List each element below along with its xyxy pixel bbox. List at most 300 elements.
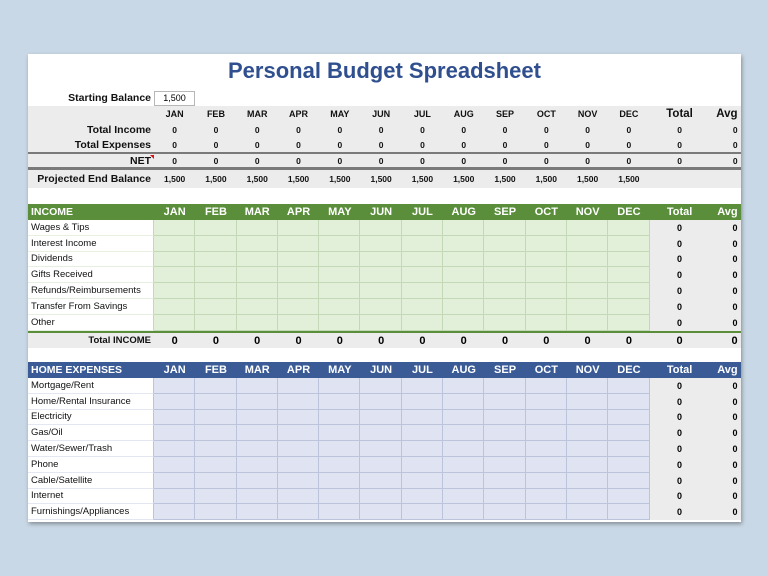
projected-value-cell: 1,500 [411,174,434,184]
income-input-cell[interactable] [195,299,236,315]
summary-total-income-row [28,122,741,138]
expense-row-label: Furnishings/Appliances [28,504,154,520]
income-input-cell[interactable] [237,267,278,283]
expense-input-cell[interactable] [319,441,360,457]
expense-input-cell[interactable] [195,394,236,410]
income-input-cell[interactable] [567,220,608,236]
expense-input-cell[interactable] [608,504,649,520]
income-input-cell[interactable] [526,252,567,268]
expense-input-cell[interactable] [278,489,319,505]
summary-month-apr: APR [289,109,309,119]
expense-input-cell[interactable] [154,504,195,520]
expense-row-label: Electricity [28,410,154,426]
expense-input-cell[interactable] [567,489,608,505]
summary-value-cell: 0 [296,155,301,166]
expense-input-cell[interactable] [402,504,443,520]
income-input-cell[interactable] [195,220,236,236]
summary-value-cell: 0 [213,155,219,166]
summary-value-cell: 0 [254,155,260,166]
income-input-cell[interactable] [319,315,360,331]
income-month-nov: NOV [575,206,600,218]
income-input-cell[interactable] [567,283,608,299]
income-row-avg: 0 [710,299,741,315]
income-row-avg: 0 [710,252,741,268]
expense-input-cell[interactable] [484,457,525,473]
summary-total-cell: 0 [677,155,682,166]
expense-input-cell[interactable] [195,441,236,457]
expense-input-cell[interactable] [195,410,236,426]
expense-input-cell[interactable] [526,441,567,457]
starting-balance-label: Starting Balance [68,92,151,104]
expense-input-cell[interactable] [319,504,360,520]
expense-row-avg: 0 [710,378,741,394]
expense-input-cell[interactable] [154,394,195,410]
income-row [28,236,741,252]
income-input-cell[interactable] [443,220,484,236]
comment-indicator-icon[interactable] [150,155,154,159]
income-input-cell[interactable] [154,267,195,283]
expense-input-cell[interactable] [154,457,195,473]
projected-value-cell: 1,500 [246,174,268,184]
income-input-cell[interactable] [443,299,484,315]
expense-input-cell[interactable] [608,441,649,457]
income-input-cell[interactable] [237,236,278,252]
expense-input-cell[interactable] [443,473,484,489]
income-input-cell[interactable] [526,220,567,236]
expense-input-cell[interactable] [484,394,525,410]
expense-input-cell[interactable] [319,378,360,394]
expense-row-avg: 0 [710,425,741,441]
expense-input-cell[interactable] [237,457,278,473]
income-input-cell[interactable] [360,220,401,236]
summary-avg-header: Avg [716,108,738,120]
expenses-month-sep: SEP [494,364,517,376]
expense-input-cell[interactable] [443,425,484,441]
income-input-cell[interactable] [484,283,525,299]
expenses-month-jul: JUL [412,364,433,376]
expense-input-cell[interactable] [402,410,443,426]
expense-input-cell[interactable] [526,394,567,410]
expense-input-cell[interactable] [360,504,401,520]
expense-input-cell[interactable] [319,410,360,426]
income-input-cell[interactable] [484,267,525,283]
income-input-cell[interactable] [278,236,319,252]
income-input-cell[interactable] [402,283,443,299]
expense-row-label: Internet [28,489,154,505]
expense-row-avg: 0 [710,441,741,457]
expense-input-cell[interactable] [526,378,567,394]
expense-input-cell[interactable] [526,410,567,426]
expense-input-cell[interactable] [443,441,484,457]
income-input-cell[interactable] [402,267,443,283]
expense-input-cell[interactable] [484,489,525,505]
income-input-cell[interactable] [319,299,360,315]
income-input-cell[interactable] [608,315,649,331]
expense-input-cell[interactable] [154,410,195,426]
summary-net-row [28,154,741,170]
income-input-cell[interactable] [237,252,278,268]
expense-input-cell[interactable] [237,473,278,489]
income-input-cell[interactable] [154,220,195,236]
projected-value-cell: 1,500 [164,174,186,184]
income-input-cell[interactable] [195,283,236,299]
expense-input-cell[interactable] [443,489,484,505]
expense-input-cell[interactable] [154,441,195,457]
expense-input-cell[interactable] [195,473,236,489]
expense-input-cell[interactable] [319,489,360,505]
income-input-cell[interactable] [526,315,567,331]
summary-value-cell: 0 [213,140,219,150]
income-row-avg: 0 [710,236,741,252]
summary-value-cell: 0 [626,155,632,166]
expense-input-cell[interactable] [278,457,319,473]
summary-value-cell: 0 [213,125,219,135]
income-input-cell[interactable] [443,236,484,252]
expense-input-cell[interactable] [567,504,608,520]
expense-row-avg: 0 [710,457,741,473]
income-input-cell[interactable] [154,236,195,252]
income-input-cell[interactable] [402,220,443,236]
income-input-cell[interactable] [154,299,195,315]
income-row [28,315,741,331]
income-input-cell[interactable] [278,283,319,299]
expense-row-label: Gas/Oil [28,425,154,441]
income-row [28,267,741,283]
expense-input-cell[interactable] [237,441,278,457]
summary-total-cell: 0 [677,140,682,150]
expenses-month-may: MAY [328,364,352,376]
expense-row-total: 0 [650,457,710,473]
income-input-cell[interactable] [526,267,567,283]
income-input-cell[interactable] [195,252,236,268]
expense-input-cell[interactable] [195,504,236,520]
income-input-cell[interactable] [526,299,567,315]
expense-input-cell[interactable] [608,378,649,394]
expense-input-cell[interactable] [319,457,360,473]
expense-input-cell[interactable] [402,489,443,505]
income-row-label: Other [28,315,154,331]
summary-total-cell: 0 [677,125,682,135]
income-row-label: Interest Income [28,236,154,252]
expense-input-cell[interactable] [195,457,236,473]
income-header-label: INCOME [31,206,73,218]
income-month-may: MAY [328,206,352,218]
expense-input-cell[interactable] [526,504,567,520]
income-input-cell[interactable] [484,299,525,315]
expense-input-cell[interactable] [484,441,525,457]
summary-value-cell: 0 [296,125,301,135]
expense-input-cell[interactable] [567,410,608,426]
summary-month-jun: JUN [372,109,391,119]
expense-row [28,473,741,489]
income-input-cell[interactable] [154,315,195,331]
starting-balance-input[interactable]: 1,500 [154,91,195,106]
expense-row [28,457,741,473]
expense-input-cell[interactable] [237,504,278,520]
income-section-header [28,204,741,220]
projected-value-cell: 1,500 [287,174,310,184]
income-input-cell[interactable] [608,299,649,315]
income-input-cell[interactable] [567,299,608,315]
income-row-total: 0 [650,315,710,331]
expense-row-avg: 0 [710,410,741,426]
income-input-cell[interactable] [360,315,401,331]
expense-input-cell[interactable] [484,425,525,441]
income-total-value: 0 [212,334,219,347]
expense-input-cell[interactable] [360,378,401,394]
expense-row-total: 0 [650,441,710,457]
income-total-value: 0 [336,334,343,347]
income-row-label: Wages & Tips [28,220,154,236]
expense-input-cell[interactable] [567,457,608,473]
expense-input-cell[interactable] [608,489,649,505]
summary-value-cell: 0 [172,125,178,135]
income-row-total: 0 [650,283,710,299]
expense-input-cell[interactable] [278,504,319,520]
expense-input-cell[interactable] [319,473,360,489]
income-input-cell[interactable] [608,220,649,236]
income-input-cell[interactable] [237,315,278,331]
income-row-label: Transfer From Savings [28,299,154,315]
expense-input-cell[interactable] [237,378,278,394]
income-total-value: 0 [378,334,385,347]
expense-input-cell[interactable] [237,425,278,441]
summary-value-cell: 0 [378,125,384,135]
expense-input-cell[interactable] [567,394,608,410]
summary-value-cell: 0 [626,140,632,150]
expense-input-cell[interactable] [360,473,401,489]
expense-row-avg: 0 [710,504,741,520]
expense-input-cell[interactable] [484,410,525,426]
expense-input-cell[interactable] [443,394,484,410]
expense-input-cell[interactable] [195,425,236,441]
income-input-cell[interactable] [319,236,360,252]
expense-row-total: 0 [650,425,710,441]
expense-row [28,425,741,441]
expense-input-cell[interactable] [443,410,484,426]
expense-input-cell[interactable] [278,425,319,441]
summary-value-cell: 0 [502,125,508,135]
income-input-cell[interactable] [567,267,608,283]
income-row-label: Gifts Received [28,267,154,283]
expense-input-cell[interactable] [278,473,319,489]
income-input-cell[interactable] [608,236,649,252]
income-input-cell[interactable] [484,236,525,252]
expense-input-cell[interactable] [154,425,195,441]
income-input-cell[interactable] [360,283,401,299]
summary-value-cell: 0 [626,125,632,135]
summary-month-jan: JAN [165,109,184,119]
income-input-cell[interactable] [319,252,360,268]
income-input-cell[interactable] [402,315,443,331]
income-input-cell[interactable] [154,252,195,268]
income-input-cell[interactable] [360,236,401,252]
income-input-cell[interactable] [443,252,484,268]
income-input-cell[interactable] [608,267,649,283]
expense-input-cell[interactable] [608,457,649,473]
expense-input-cell[interactable] [526,457,567,473]
expenses-avg-header: Avg [717,364,738,376]
projected-value-cell: 1,500 [205,174,227,184]
income-input-cell[interactable] [278,252,319,268]
expense-input-cell[interactable] [154,473,195,489]
income-input-cell[interactable] [360,267,401,283]
income-month-jun: JUN [370,206,393,218]
income-input-cell[interactable] [237,299,278,315]
expenses-month-apr: APR [286,364,311,376]
income-input-cell[interactable] [484,220,525,236]
income-input-cell[interactable] [443,283,484,299]
expense-input-cell[interactable] [484,473,525,489]
income-total-total: 0 [676,334,683,347]
expense-input-cell[interactable] [402,425,443,441]
income-input-cell[interactable] [484,252,525,268]
summary-value-cell: 0 [461,125,467,135]
summary-row-label: Total Expenses [74,139,151,151]
expense-input-cell[interactable] [484,378,525,394]
income-input-cell[interactable] [195,267,236,283]
income-input-cell[interactable] [567,315,608,331]
expense-input-cell[interactable] [360,457,401,473]
expense-row-total: 0 [650,394,710,410]
expense-input-cell[interactable] [195,378,236,394]
starting-balance-row [28,90,741,106]
expense-input-cell[interactable] [526,425,567,441]
expense-input-cell[interactable] [402,378,443,394]
income-input-cell[interactable] [526,236,567,252]
income-row [28,283,741,299]
budget-sheet [28,54,741,522]
expense-input-cell[interactable] [443,457,484,473]
expense-input-cell[interactable] [608,410,649,426]
income-input-cell[interactable] [278,299,319,315]
expense-input-cell[interactable] [526,489,567,505]
income-input-cell[interactable] [319,283,360,299]
expense-input-cell[interactable] [567,441,608,457]
expense-input-cell[interactable] [608,394,649,410]
expense-input-cell[interactable] [526,473,567,489]
expenses-total-header: Total [666,364,693,376]
income-input-cell[interactable] [608,283,649,299]
expense-input-cell[interactable] [360,394,401,410]
income-input-cell[interactable] [237,283,278,299]
income-input-cell[interactable] [443,267,484,283]
income-input-cell[interactable] [567,252,608,268]
expense-input-cell[interactable] [567,425,608,441]
income-input-cell[interactable] [319,267,360,283]
income-input-cell[interactable] [567,236,608,252]
income-input-cell[interactable] [195,315,236,331]
summary-avg-cell: 0 [732,140,738,150]
expenses-month-jun: JUN [370,364,393,376]
income-input-cell[interactable] [402,299,443,315]
expenses-month-nov: NOV [575,364,600,376]
expense-row-avg: 0 [710,394,741,410]
expense-input-cell[interactable] [237,394,278,410]
expense-input-cell[interactable] [278,410,319,426]
summary-value-cell: 0 [172,140,178,150]
expense-input-cell[interactable] [154,378,195,394]
expense-input-cell[interactable] [567,378,608,394]
income-input-cell[interactable] [154,283,195,299]
income-row [28,252,741,268]
income-total-header: Total [666,206,693,218]
income-row-total: 0 [650,236,710,252]
summary-month-sep: SEP [496,109,515,119]
expense-input-cell[interactable] [484,504,525,520]
expense-input-cell[interactable] [278,441,319,457]
income-input-cell[interactable] [237,220,278,236]
income-input-cell[interactable] [278,315,319,331]
income-input-cell[interactable] [195,236,236,252]
expense-input-cell[interactable] [402,457,443,473]
expense-input-cell[interactable] [443,504,484,520]
income-total-value: 0 [254,334,261,347]
expense-input-cell[interactable] [402,441,443,457]
expense-input-cell[interactable] [360,441,401,457]
expense-input-cell[interactable] [319,394,360,410]
projected-value-cell: 1,500 [494,174,516,184]
expense-input-cell[interactable] [195,489,236,505]
expense-input-cell[interactable] [567,473,608,489]
expense-input-cell[interactable] [360,489,401,505]
income-input-cell[interactable] [319,220,360,236]
expense-input-cell[interactable] [278,378,319,394]
expense-row-total: 0 [650,504,710,520]
summary-value-cell: 0 [461,155,467,166]
expense-input-cell[interactable] [319,425,360,441]
income-total-avg: 0 [731,334,738,347]
income-input-cell[interactable] [484,315,525,331]
income-input-cell[interactable] [402,252,443,268]
expense-input-cell[interactable] [360,425,401,441]
expense-input-cell[interactable] [443,378,484,394]
income-month-oct: OCT [534,206,558,218]
income-row-total: 0 [650,252,710,268]
expense-row-total: 0 [650,410,710,426]
expense-row-label: Water/Sewer/Trash [28,441,154,457]
income-input-cell[interactable] [278,220,319,236]
projected-end-balance-row [28,170,741,188]
expense-input-cell[interactable] [402,473,443,489]
expense-input-cell[interactable] [154,489,195,505]
expense-input-cell[interactable] [237,410,278,426]
expense-row-avg: 0 [710,489,741,505]
income-input-cell[interactable] [443,315,484,331]
expense-row [28,489,741,505]
summary-row-label: NET [130,154,151,167]
expense-input-cell[interactable] [278,394,319,410]
income-input-cell[interactable] [608,252,649,268]
income-total-value: 0 [584,334,591,347]
income-month-mar: MAR [244,206,270,218]
income-input-cell[interactable] [402,236,443,252]
income-input-cell[interactable] [360,299,401,315]
projected-value-cell: 1,500 [329,174,351,184]
income-input-cell[interactable] [278,267,319,283]
income-row-avg: 0 [710,283,741,299]
income-input-cell[interactable] [526,283,567,299]
expense-input-cell[interactable] [608,473,649,489]
income-input-cell[interactable] [360,252,401,268]
expense-row-label: Phone [28,457,154,473]
expense-input-cell[interactable] [608,425,649,441]
expense-input-cell[interactable] [237,489,278,505]
expense-input-cell[interactable] [402,394,443,410]
income-row-avg: 0 [710,267,741,283]
income-row-total: 0 [650,267,710,283]
expense-input-cell[interactable] [360,410,401,426]
